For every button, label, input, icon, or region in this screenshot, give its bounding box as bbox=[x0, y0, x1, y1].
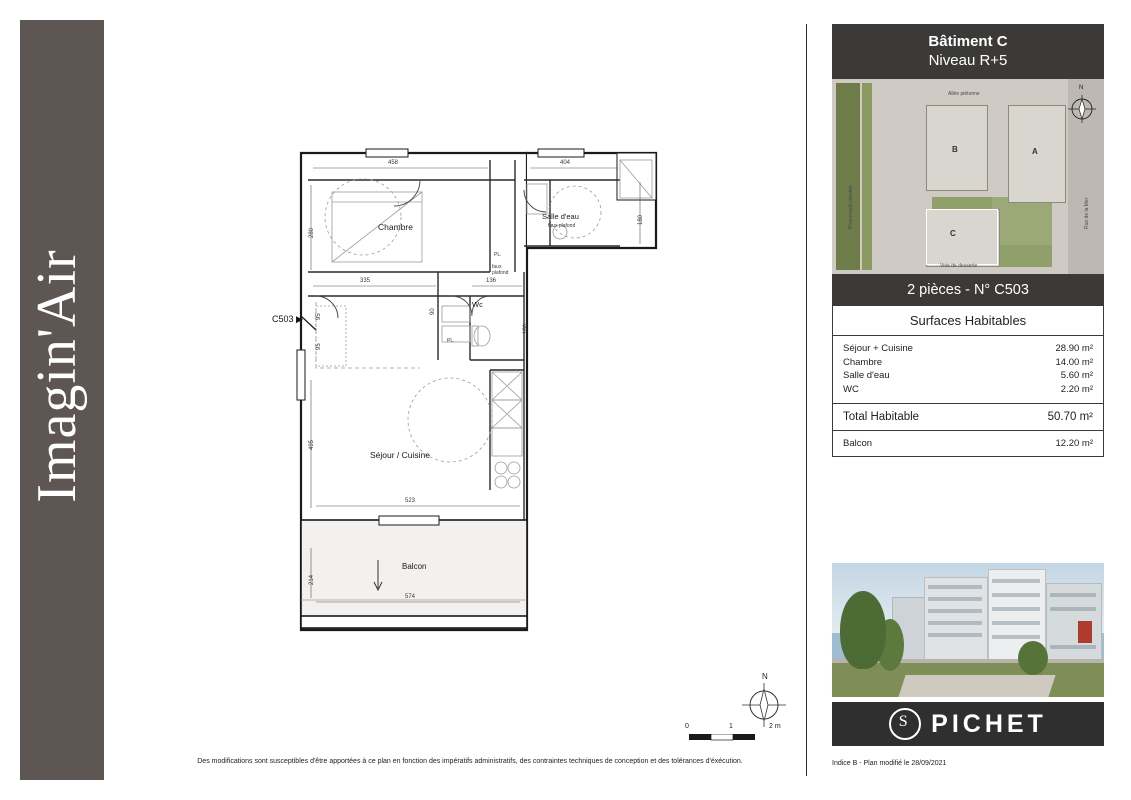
scale-label-0: 0 bbox=[685, 723, 689, 730]
scale-bar-graphic bbox=[689, 734, 781, 744]
render-window-row bbox=[992, 607, 1040, 611]
total-value: 50.70 m² bbox=[1047, 411, 1093, 423]
closet-label-1: PL. bbox=[447, 338, 455, 344]
scale-bar bbox=[685, 723, 785, 750]
table-row bbox=[843, 356, 1093, 370]
surfaces-table-header: Surfaces Habitables bbox=[833, 306, 1103, 336]
unit-title: 2 pièces - N° C503 bbox=[832, 275, 1104, 306]
pichet-logo bbox=[832, 702, 1104, 746]
dim-balcon-left: 214 bbox=[309, 574, 315, 585]
info-panel bbox=[832, 24, 1104, 457]
render-window-row bbox=[1050, 645, 1096, 649]
site-green-strip bbox=[836, 83, 860, 270]
render-window-row bbox=[928, 597, 982, 601]
render-window-row bbox=[928, 633, 982, 637]
balcony-label: Balcon bbox=[843, 438, 873, 449]
dim-sejour-left: 495 bbox=[309, 439, 315, 450]
dim-sejour-bottom: 523 bbox=[405, 498, 416, 504]
table-row bbox=[843, 369, 1093, 383]
row-label: Séjour + Cuisine bbox=[843, 343, 913, 354]
render-tree bbox=[840, 591, 886, 669]
render-window-row bbox=[992, 635, 1040, 639]
salle-eau-sub: faux plafond bbox=[548, 223, 576, 229]
row-label: Salle d'eau bbox=[843, 370, 890, 381]
scale-label-1: 1 bbox=[729, 723, 733, 730]
balcony-value: 12.20 m² bbox=[1055, 438, 1093, 449]
plan-compass bbox=[736, 672, 792, 733]
render-window-row bbox=[1050, 593, 1096, 597]
render-window-row bbox=[992, 593, 1040, 597]
building-header bbox=[832, 24, 1104, 79]
scale-label-2: 2 m bbox=[769, 723, 781, 730]
site-street-bottom: Voie de desserte bbox=[940, 263, 978, 269]
building-level: Niveau R+5 bbox=[928, 52, 1008, 69]
total-row bbox=[833, 404, 1103, 431]
table-row bbox=[843, 383, 1093, 397]
site-label-a: A bbox=[1032, 147, 1038, 156]
brand-name: Imagin'Air bbox=[26, 249, 88, 503]
total-label: Total Habitable bbox=[843, 411, 920, 423]
row-value: 28.90 m² bbox=[1055, 343, 1093, 354]
dim-chambre-left: 280 bbox=[309, 227, 315, 238]
dim-balcon-bottom: 574 bbox=[405, 594, 416, 600]
row-value: 2.20 m² bbox=[1060, 383, 1093, 395]
table-row bbox=[843, 342, 1093, 356]
dim-chambre-top: 458 bbox=[388, 160, 399, 166]
room-label-balcon: Balcon bbox=[402, 562, 427, 571]
render-window-row bbox=[992, 621, 1040, 625]
faux-plafond-label: faux plafond bbox=[492, 264, 509, 276]
site-label-c: C bbox=[950, 229, 956, 238]
site-highlight-unit bbox=[926, 209, 998, 265]
entrance-arrow-icon: ▶ bbox=[296, 314, 303, 324]
site-compass bbox=[1066, 87, 1098, 127]
surfaces-rows bbox=[833, 336, 1103, 404]
render-accent-panel bbox=[1078, 621, 1092, 643]
plan-indice: Indice B - Plan modifié le 28/09/2021 bbox=[832, 760, 947, 767]
pichet-logo-letter: S bbox=[898, 713, 908, 730]
row-label: WC bbox=[843, 383, 859, 395]
project-render-image bbox=[832, 563, 1104, 697]
render-path bbox=[898, 675, 1055, 697]
floor-plan-drawing bbox=[120, 20, 800, 780]
site-compass-n-label: N bbox=[1079, 85, 1084, 91]
dim-hall-c: 95 bbox=[316, 343, 322, 350]
site-street-left: Promenade plantée bbox=[848, 185, 854, 229]
pichet-logo-mark-icon bbox=[889, 708, 921, 740]
building-name: Bâtiment C bbox=[928, 33, 1008, 50]
room-label-chambre: Chambre bbox=[378, 222, 413, 232]
site-street-right: Rue de la Mer bbox=[1084, 197, 1090, 229]
dim-mid-right: 136 bbox=[486, 278, 497, 284]
room-label-sejour: Séjour / Cuisine bbox=[370, 450, 431, 460]
vertical-divider bbox=[806, 24, 807, 776]
dim-hall-a: 90 bbox=[430, 308, 436, 315]
room-label-salle-eau: Salle d'eau bbox=[542, 212, 579, 221]
plan-disclaimer: Des modifications sont susceptibles d'être apportées à ce plan en fonction des impératifs administratifs, des contraintes techniques de conception et des tolérances d'éxécution. bbox=[197, 758, 743, 765]
row-value: 5.60 m² bbox=[1060, 370, 1093, 381]
surfaces-table bbox=[832, 306, 1104, 457]
unit-entrance-code: C503 bbox=[272, 314, 294, 324]
site-street-top: Allée piétonne bbox=[948, 91, 980, 97]
room-label-wc: Wc bbox=[472, 300, 483, 309]
site-courtyard-2 bbox=[992, 197, 1052, 245]
site-label-b: B bbox=[952, 145, 958, 154]
brand-band bbox=[20, 20, 104, 780]
dim-mid-left: 335 bbox=[360, 278, 371, 284]
render-window-row bbox=[928, 609, 982, 613]
render-window-row bbox=[928, 585, 982, 589]
compass-icon bbox=[736, 675, 792, 733]
pichet-logo-text: PICHET bbox=[931, 709, 1047, 738]
site-plan-map bbox=[832, 79, 1104, 275]
site-compass-icon bbox=[1066, 91, 1098, 127]
render-window-row bbox=[928, 621, 982, 625]
dim-hall-b: 95 bbox=[316, 313, 322, 320]
render-window-row bbox=[992, 579, 1040, 583]
balcony-row bbox=[833, 431, 1103, 456]
row-value: 14.00 m² bbox=[1055, 356, 1093, 368]
site-green-strip-2 bbox=[862, 83, 872, 270]
floor-plan bbox=[120, 20, 800, 780]
row-label: Chambre bbox=[843, 356, 883, 368]
dim-wc-right: 160 bbox=[523, 323, 529, 334]
dim-salle-eau-top: 404 bbox=[560, 160, 571, 166]
render-building-a bbox=[924, 577, 988, 661]
unit-entrance-tag bbox=[272, 314, 303, 325]
compass-n-label: N bbox=[762, 672, 768, 681]
render-tree bbox=[1018, 641, 1048, 675]
dim-salle-eau-right: 180 bbox=[638, 214, 644, 225]
render-window-row bbox=[1050, 607, 1096, 611]
closet-label-2: PL. bbox=[494, 252, 502, 258]
